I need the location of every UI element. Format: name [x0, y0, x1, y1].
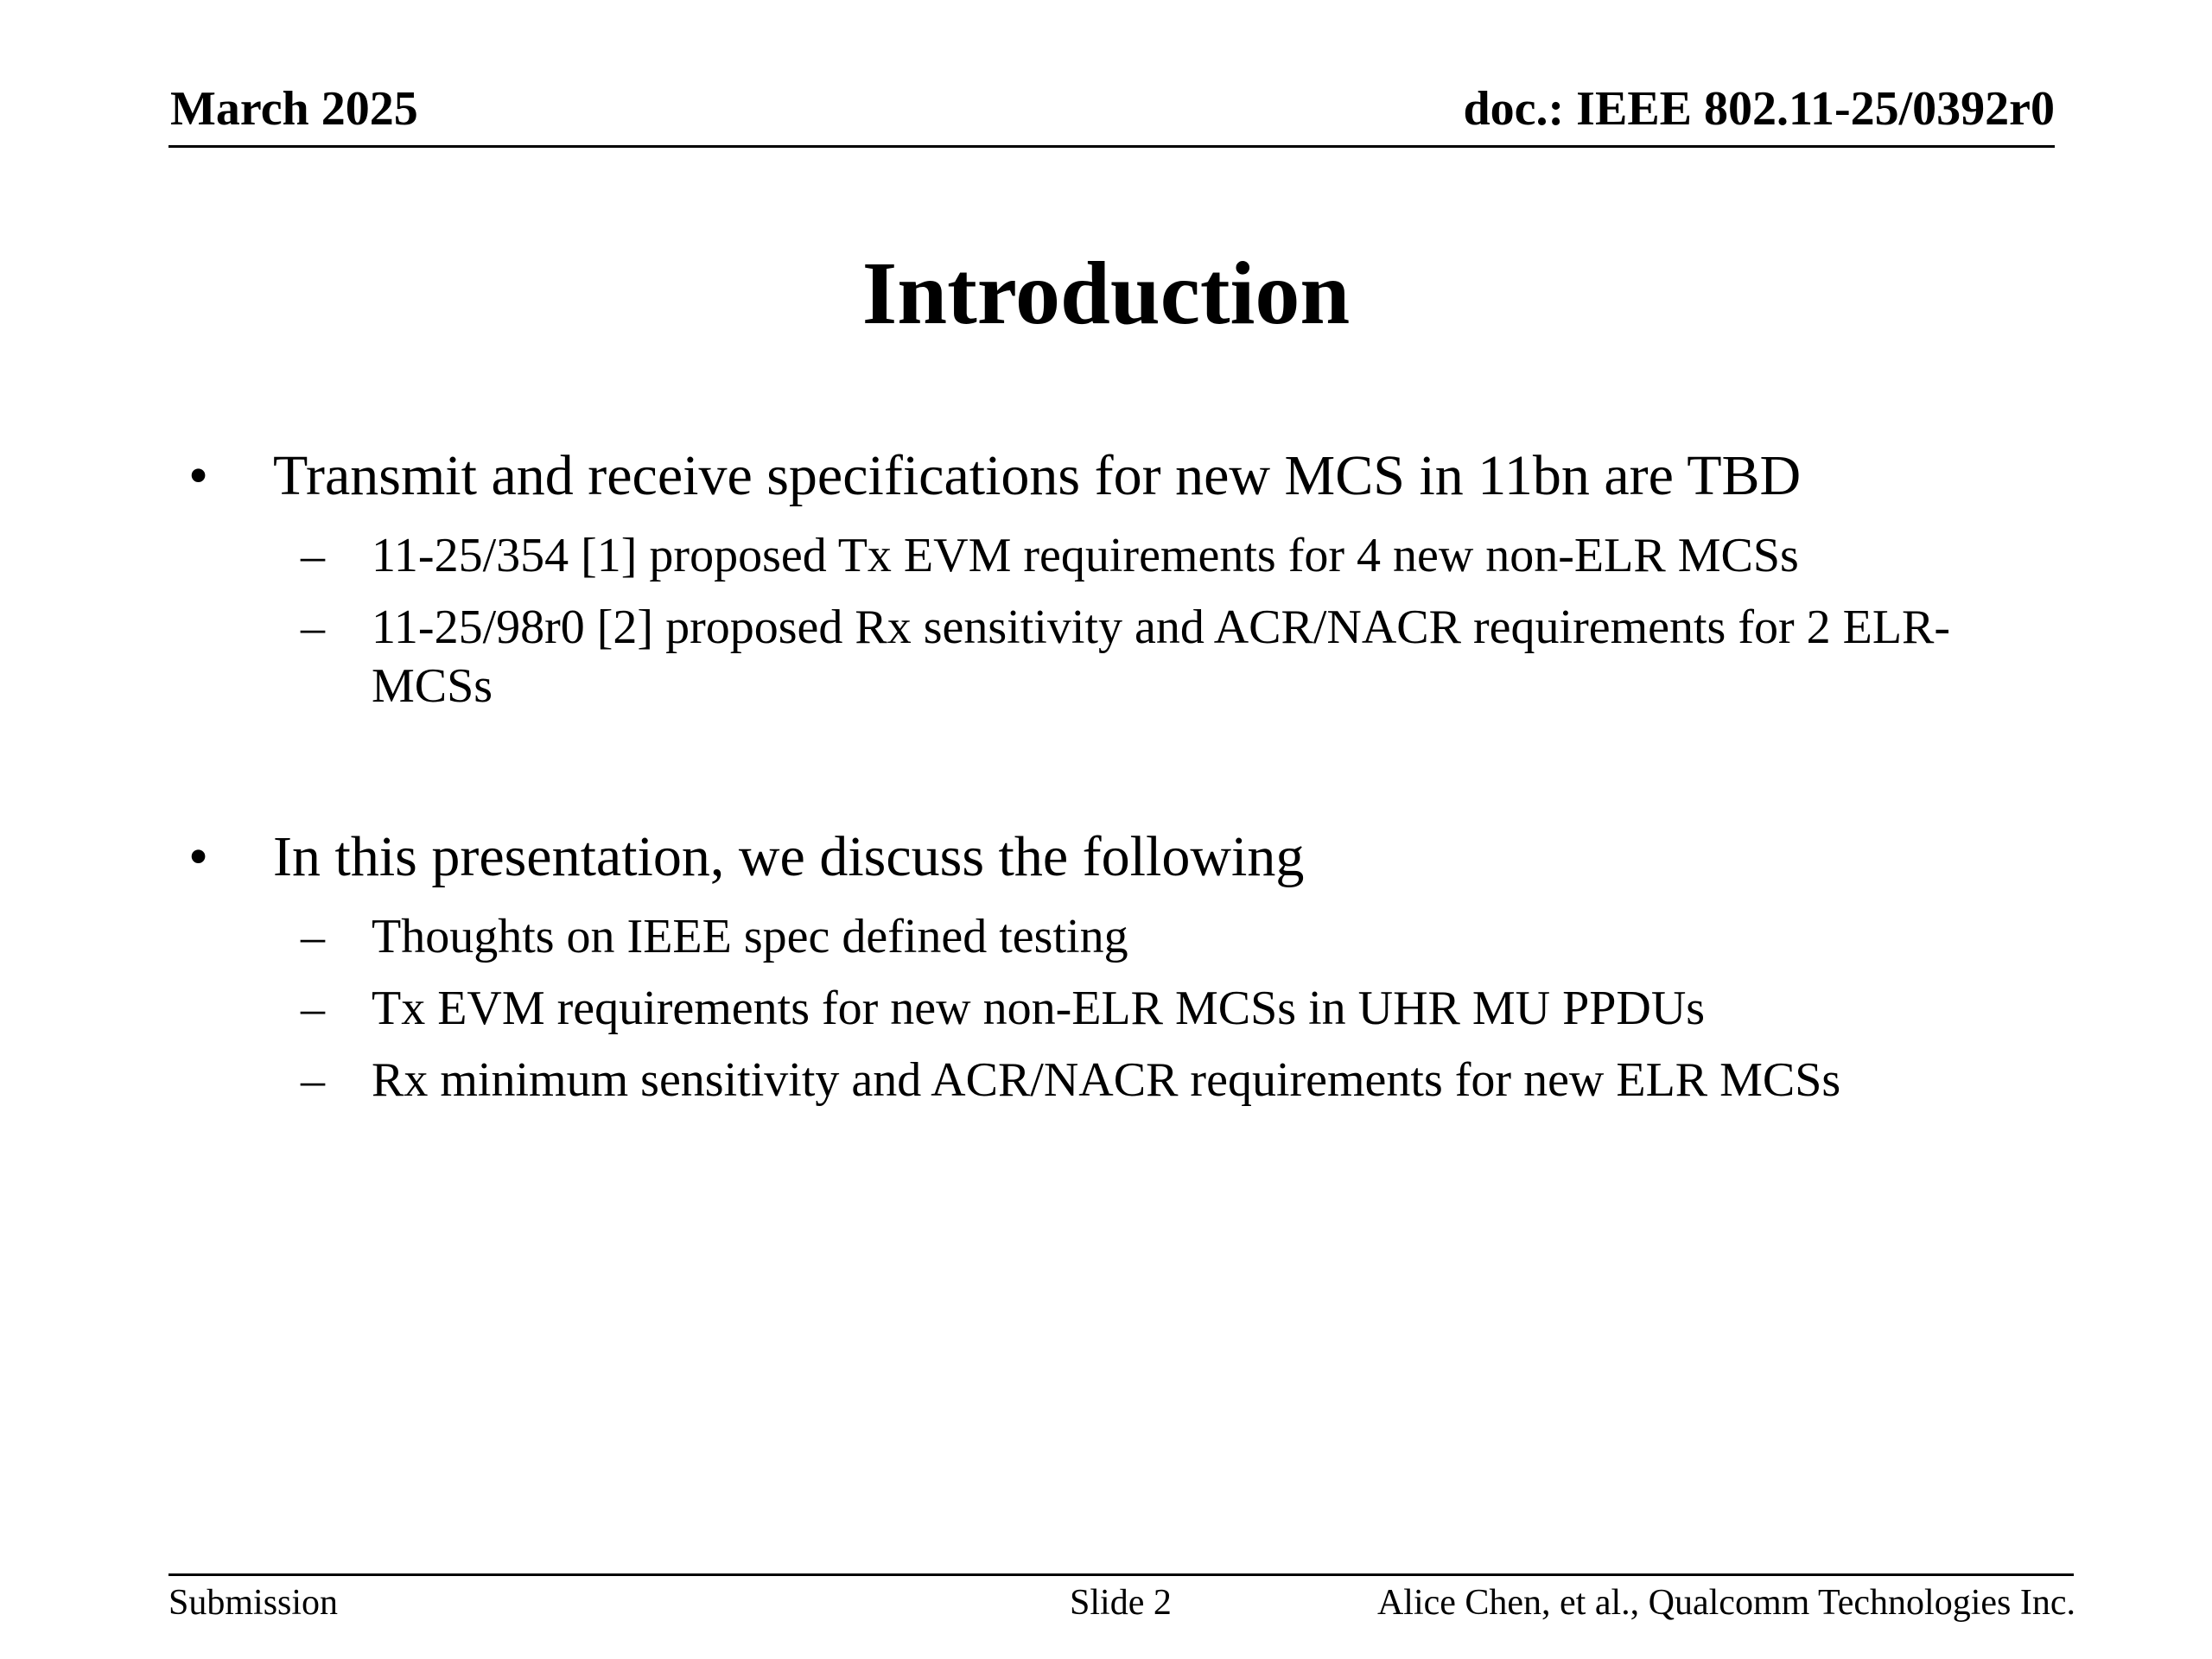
footer-authors: Alice Chen, et al., Qualcomm Technologies Inc.	[1376, 1583, 2075, 1623]
sub-bullet-text: Thoughts on IEEE spec defined testing	[372, 910, 1128, 963]
header-doc-id: doc.: IEEE 802.11-25/0392r0	[1463, 82, 2055, 136]
header-date: March 2025	[170, 82, 418, 136]
header-divider	[168, 145, 2055, 148]
bullet-text: In this presentation, we discuss the following	[273, 825, 1305, 888]
footer-divider	[168, 1573, 2074, 1576]
sub-bullet-text: 11-25/354 [1] proposed Tx EVM requirements for 4 new non-ELR MCSs	[372, 529, 1799, 582]
bullet-text: Transmit and receive specifications for new MCS in 11bn are TBD	[273, 444, 1802, 507]
footer-slide-number: Slide 2	[1070, 1583, 1172, 1623]
sub-bullet-text: Rx minimum sensitivity and ACR/NACR requirements for new ELR MCSs	[372, 1053, 1841, 1107]
sub-bullet-text: 11-25/98r0 [2] proposed Rx sensitivity and ACR/NACR requirements for 2 ELR-MCSs	[372, 601, 1951, 714]
sub-bullet-marker: –	[301, 601, 325, 654]
bullet-marker: •	[188, 444, 209, 507]
slide-title: Introduction	[861, 244, 1351, 343]
sub-bullet-marker: –	[301, 982, 325, 1035]
sub-bullet-marker: –	[301, 910, 325, 963]
footer-submission: Submission	[168, 1583, 339, 1623]
bullet-marker: •	[188, 825, 209, 888]
sub-bullet-marker: –	[301, 1053, 325, 1107]
sub-bullet-text: Tx EVM requirements for new non-ELR MCSs in UHR MU PPDUs	[372, 982, 1706, 1035]
sub-bullet-marker: –	[301, 529, 325, 582]
